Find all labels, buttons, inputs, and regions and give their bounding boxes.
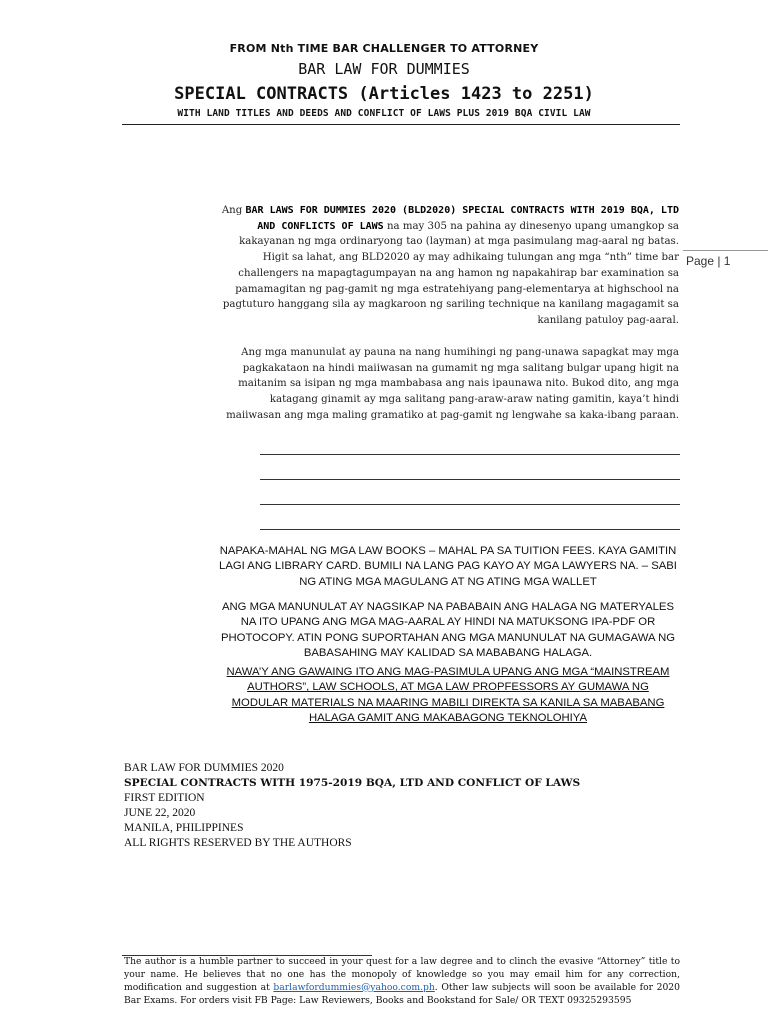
- blank-line: [260, 529, 680, 530]
- page-number: Page | 1: [686, 254, 731, 268]
- footnote-text-2: . Other law subjects will soon be available for 2020 Bar Exams. For orders visit FB Page: Law Reviewers, Books and Bookstand for Sale/ OR TEXT 09325293595: [124, 981, 680, 1006]
- intro-paragraph-1: [212, 203, 679, 329]
- blank-line: [260, 479, 680, 480]
- blank-line: [260, 454, 680, 455]
- edition-place: MANILA, PHILIPPINES: [124, 822, 244, 834]
- notice-mainstream-authors: NAWA’Y ANG GAWAING ITO ANG MAG-PASIMULA UPANG ANG MGA “MAINSTREAM AUTHORS”, LAW SCHOOLS, AT MGA LAW PROPFESSORS AY GUMAWA NG MODULAR MATERIALS NA MAARING MABILI DIREKTA SA KANILA SA MABABANG HALAGA GAMIT ANG MAKABAGONG TEKNOLOHIYA: [226, 666, 670, 724]
- header-bar-law: BAR LAW FOR DUMMIES: [298, 60, 470, 78]
- header-special-contracts: SPECIAL CONTRACTS (Articles 1423 to 2251): [174, 84, 594, 104]
- edition-number: FIRST EDITION: [124, 792, 205, 804]
- page-number-divider: [683, 250, 768, 251]
- header-from: FROM Nth TIME BAR CHALLENGER TO ATTORNEY: [229, 42, 539, 55]
- footnote-email-link[interactable]: barlawfordummies@yahoo.com.ph: [273, 981, 435, 993]
- notice-law-books: NAPAKA-MAHAL NG MGA LAW BOOKS – MAHAL PA SA TUITION FEES. KAYA GAMITIN LAGI ANG LIBRARY CARD. BUMILI NA LANG PAG KAYO AY MGA LAWYERS NA. – SABI NG ATING MGA MAGULANG AT NG ATING MGA WALLET: [219, 545, 677, 588]
- edition-title: BAR LAW FOR DUMMIES 2020: [124, 762, 284, 774]
- intro-paragraph-2: Ang mga manunulat ay pauna na nang humihingi ng pang-unawa sapagkat may mga pagkakataon na hindi maiiwasan na gumamit ng mga salitang bulgar upang higit na maitanim sa isipan ng mga mambabasa ang nais ipaunawa nito. Bukod dito, ang mga katagang ginamit ay mga salitang pang-araw-araw nating gamitin, kaya’t hindi maiiwasan ang mga maling gramatiko at pag-gamit ng lengwahe sa kaka-ibang paraan.: [226, 347, 679, 421]
- header-subtitle: WITH LAND TITLES AND DEEDS AND CONFLICT OF LAWS PLUS 2019 BQA CIVIL LAW: [177, 108, 591, 119]
- header-divider: [122, 124, 680, 125]
- edition-rights: ALL RIGHTS RESERVED BY THE AUTHORS: [124, 837, 352, 849]
- intro-p1-bold-title: BAR LAWS FOR DUMMIES 2020 (BLD2020) SPECIAL CONTRACTS WITH 2019 BQA, LTD AND CONFLICTS OF LAWS: [245, 205, 679, 232]
- intro-p1-rest: na may 305 na pahina ay dinesenyo upang umangkop sa kakayanan ng mga ordinaryong tao (layman) at mga pasimulang mag-aaral ng batas. Higit sa lahat, ang BLD2020 ay may adhikaing tulungan ang mga “nth” time bar challengers na mapagtagumpayan na ang hamon ng napakahirap bar examination sa pamamagitan ng pag-gamit ng mga estratehiyang pang-elementarya at highschool na pagtuturo hanggang sila ay magkaroon ng sariling technique na kanilang magagamit sa kanilang patuloy pag-aaral.: [222, 220, 679, 326]
- edition-date: JUNE 22, 2020: [124, 807, 196, 819]
- footnote-text-1: The author is a humble partner to succeed in your quest for a law degree and to clinch the evasive “Attorney” title to your name. He believes that no one has the monopoly of knowledge so you may email him for any correction, modification and suggestion at: [124, 956, 680, 993]
- edition-subject-text: SPECIAL CONTRACTS WITH 1975-2019 BQA, LTD AND CONFLICT OF LAWS: [124, 777, 581, 789]
- intro-p1-start: Ang: [221, 205, 246, 216]
- edition-subject: [124, 776, 580, 791]
- footnote: [124, 956, 680, 1008]
- notice-authors-effort: ANG MGA MANUNULAT AY NAGSIKAP NA PABABAIN ANG HALAGA NG MATERYALES NA ITO UPANG ANG MGA MAG-AARAL AY HINDI NA MATUKSONG IPA-PDF OR PHOTOCOPY. ATIN PONG SUPORTAHAN ANG MGA MANUNULAT NA GUMAGAWA NG BABASAHING MAY KALIDAD SA MABABANG HALAGA.: [220, 601, 676, 659]
- blank-line: [260, 504, 680, 505]
